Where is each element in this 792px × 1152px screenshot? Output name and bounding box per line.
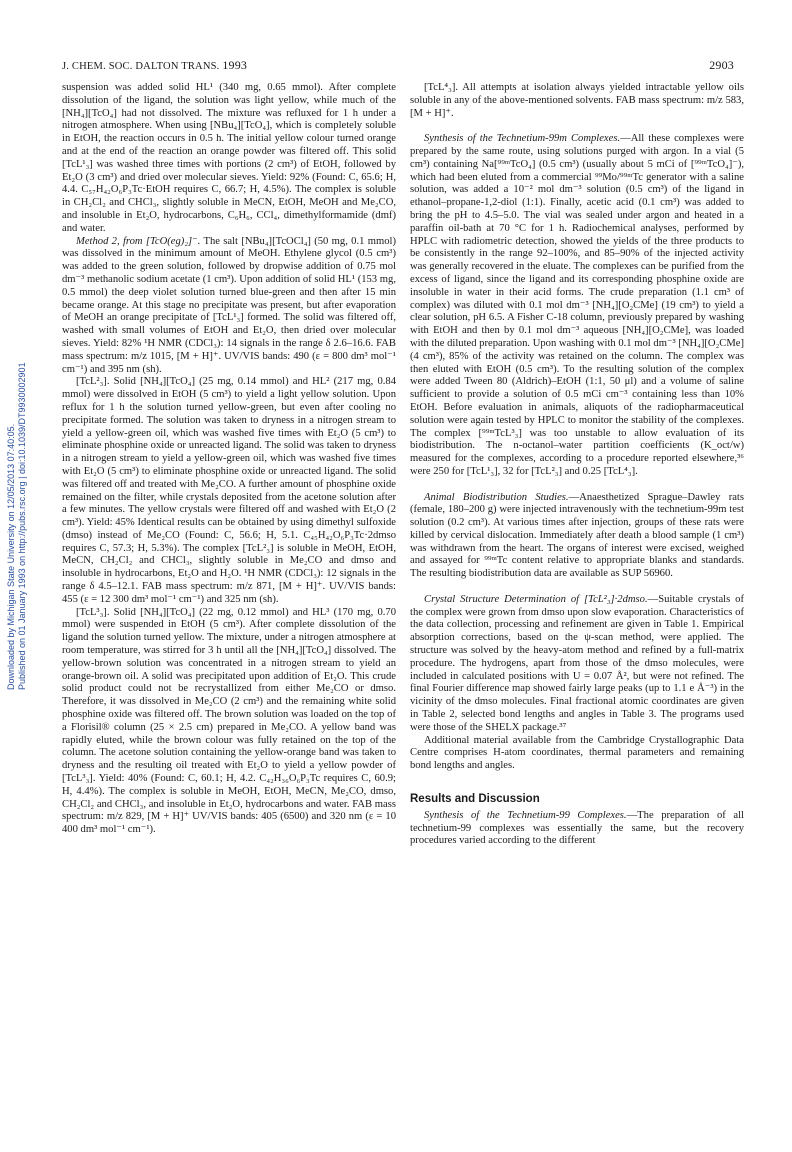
paragraph-text: —All these complexes were prepared by the same route, using solutions purged with argon. In a vial (5 cm³) containing Na[⁹⁹ᵐTcO₄] (0.5 cm³) (usually about 5 mCi of [⁹⁹ᵐTcO₄]⁻), which had been eluted from a commercial ⁹⁹Mo/⁹⁹ᵐTc generator with a saline solution, was added a 10⁻² mol dm⁻³ solution (0.5 cm³) of the ligand in ethanol–propane-1,2-diol (1:1). Finally, acetic acid (0.1 cm³) was added to bring the pH to 4.5–5.0. The vial was sealed under argon and heated in a paraffin oil-bath at 70 °C for 1 h. Radiochemical analyses, performed by HPLC with radiometric detection, showed the yields of the three products to be consistently in the range 92–100%, and 85–90% of the injected activity was generally recovered in the eluate. The complexes can be purified from the excess of ligand, since the ligand and its corresponding phosphine oxide are insoluble in water in their acid forms. The crude preparation (1.1 cm³ of complex) was diluted with 0.1 mol dm⁻³ [NH₄][O₂CMe] (19 cm³) to yield a clear solution, pH 6.5. A Fisher C-18 column, previously prepared by washing with EtOH and then by 0.1 mol dm⁻³ aqueous [NH₄][O₂CMe], was loaded with the diluted preparation. Upon washing with 0.1 mol dm⁻³ [NH₄][O₂CMe] (4 cm³), 85% of the activity was retained on the column. The complex was then eluted with EtOH (0.5 cm³). To the resulting solution of the complex were added Tween 80 (Aldrich)–EtOH (1:1, 50 μl) and a volume of saline sufficient to provide a solution of 0.5 mCi cm⁻³ containing less than 10% EtOH. Before evaluation in animals, aliquots of the radiopharmaceutical solution were again tested by HPLC to monitor the stability of the complexes. The complex [⁹⁹ᵐTcL³₃] was too unstable to allow evaluation of its biodistribution. The n-octanol–water partition coefficients (K_oct/w) measured for the complexes, according to a procedure reported elsewhere,³⁶ were 250 for [TcL¹₃], 32 for [TcL²₃] and 0.25 [TcL⁴₃]. bbox=[410, 133, 744, 477]
paragraph-text: —Anaesthetized Sprague–Dawley rats (female, 180–200 g) were injected intravenously with the technetium-99m test solution (0.2 cm³). At various times after injection, groups of these rats were killed by cervical dislocation. Immediately after death a blood sample (1 cm³) was withdrawn from the heart. The organs of interest were excised, weighed and assayed for ⁹⁹ᵐTc content relative to appropriate blanks and standards. The resulting biodistribution data are available as SUP 56960. bbox=[410, 491, 744, 580]
results-heading: Results and Discussion bbox=[410, 793, 540, 806]
download-sidebar bbox=[0, 250, 30, 690]
section-heading-crystal: Crystal Structure Determination of [TcL²₃]·2dmso. bbox=[424, 593, 648, 605]
paragraph bbox=[410, 133, 744, 479]
paragraph bbox=[62, 236, 396, 377]
paragraph bbox=[410, 594, 744, 735]
journal-name: J. CHEM. SOC. DALTON TRANS. bbox=[62, 61, 220, 72]
paragraph: suspension was added solid HL¹ (340 mg, 0.65 mmol). After complete dissolution of the ligand, the solution was light yellow, while much of the [NH₄][TcO₄] had not dissolved. The mixture was refluxed for 1 h under a nitrogen atmosphere. When using [NBu₄][TcO₄], which is completely soluble in EtOH, the reaction occurs in 0.5 h. The initial yellow colour turned orange and at the end of the reaction an orange powder was filtered off. This solid [TcL¹₃] was washed three times with portions (2 cm³) of EtOH, followed by Et₂O (3 cm³) and dried over molecular sieves. Yield: 92% (Found: C, 65.6; H, 4.4. C₅₇H₄₂O₆P₃Tc·EtOH requires C, 66.7; H, 4.5%). The complex is soluble in CH₂Cl₂ and CHCl₃, slightly soluble in MeCN, EtOH, MeOH and Me₂CO, and insoluble in Et₂O, hydrocarbons, C₆H₆, CCl₄, dimethylformamide (dmf) and water. bbox=[62, 82, 396, 234]
paragraph: [TcL⁴₃]. All attempts at isolation always yielded intractable yellow oils soluble in any of the above-mentioned solvents. FAB mass spectrum: m/z 583, [M + H]⁺. bbox=[410, 82, 744, 119]
paragraph bbox=[410, 810, 744, 848]
paragraph: [TcL²₃]. Solid [NH₄][TcO₄] (25 mg, 0.14 mmol) and HL² (217 mg, 0.84 mmol) were dissolved in EtOH (5 cm³) to yield a light yellow solution. Upon reflux for 1 h the solution turned yellow-green, but even after cooling no precipitate formed. The solution was taken to dryness in a nitrogen stream to yield a yellow-green oil, which was washed five times with Et₂O (5 cm³) to eliminate phosphine oxide or unreacted ligand. The solid was taken to dryness in a nitrogen stream to yield a yellow-green oil, which was washed five times with Et₂O (5 cm³) to eliminate phosphine oxide or unreacted ligand. The solid was filtered off and treated with Me₂CO. A further amount of phosphine oxide remained on the filter, while crystals deposited from the acetone solution after a few minutes. The yellow crystals were filtered off and washed with Et₂O (2 cm³). Yield: 45% Identical results can be obtained by using dimethyl sulfoxide (dmso) instead of Me₂CO (Found: C, 56.6; H, 5.1. C₄₅H₄₂O₆P₃Tc·2dmso requires C, 57.3; H, 5.3%). The complex [TcL²₃] is soluble in MeOH, EtOH, MeCN, CH₂Cl₂ and CHCl₃, slightly soluble in Me₂CO and dmso and insoluble in hydrocarbons, Et₂O and H₂O. ¹H NMR (CDCl₃): 12 signals in the range δ 4.5–12.1. FAB mass spectrum: m/z 871, [M + H]⁺. UV/VIS bands: 455 (ε = 12 300 dm³ mol⁻¹ cm⁻¹) and 325 nm (sh). bbox=[62, 376, 396, 605]
journal-year: 1993 bbox=[222, 58, 248, 72]
section-heading-tc99m: Synthesis of the Technetium-99m Complexes. bbox=[424, 133, 621, 145]
paragraph-text: —Suitable crystals of the complex were grown from dmso upon slow evaporation. Characteristics of the data collection, processing and refinement are given in Table 1. Empirical absorption corrections, based on the ψ-scan method, were applied. The structure was solved by the heavy-atom method and refined by a full-matrix procedure. The hydrogens, apart from those of the dmso molecules, were included in calculated positions with U = 0.07 Å², but were not refined. The final Fourier difference map showed fairly large peaks (up to 1.1 e Å⁻³) in the vicinity of the dmso molecules. Final fractional atomic coordinates are given in Table 2, selected bond lengths and angles in Table 3. The programs used were those of the SHELX package.³⁷ bbox=[410, 593, 744, 733]
download-note[interactable]: Downloaded by Michigan State University on 12/05/2013 07:40:05. bbox=[6, 423, 16, 690]
paragraph-text: —The preparation of all technetium-99 complexes was essentially the same, but the recovery procedures varied according to the different bbox=[410, 809, 744, 847]
paragraph: Additional material available from the Cambridge Crystallographic Data Centre comprises H-atom coordinates, thermal parameters and remaining bond lengths and angles. bbox=[410, 734, 744, 772]
section-heading-biodistribution: Animal Biodistribution Studies. bbox=[424, 491, 569, 503]
page-number: 2903 bbox=[709, 58, 734, 72]
method-2-heading: Method 2, from [TcO(eg)₂]⁻. bbox=[76, 235, 201, 247]
paragraph bbox=[410, 492, 744, 582]
paragraph: [TcL³₃]. Solid [NH₄][TcO₄] (22 mg, 0.12 mmol) and HL³ (170 mg, 0.70 mmol) were suspended in EtOH (5 cm³). After complete dissolution of the ligand the solution turned yellow. The mixture, under a nitrogen atmosphere at room temperature, was stirred for 3 h until all the [NH₄][TcO₄] dissolved. The yellow-brown solution was concentrated in a nitrogen stream to yield an orange-brown oil. A solid was precipitated upon addition of Et₂O. This crude solid product could not be recrystallized from either Me₂CO or dmso. Therefore, it was dissolved in Me₂CO (2 cm³) and the remaining white solid phosphine oxide was filtered off. The brown solution was loaded on the top of a Florisil® column (25 × 2.5 cm) prepared in Me₂CO. A yellow band was rapidly eluted, while the brown colour was fully retained on the top of the column. The acetone solution containing the yellow-orange band was taken to dryness and the resulting oil treated with Et₂O to yield a yellow powder of [TcL³₃]. Yield: 40% (Found: C, 60.1; H, 4.2. C₄₂H₃₆O₆P₃Tc requires C, 60.9; H, 4.4%). The complex is soluble in MeOH, EtOH, MeCN, Me₂CO, dmso, CH₂Cl₂ and CHCl₃, and insoluble in Et₂O, hydrocarbons and water. FAB mass spectrum: m/z 829, [M + H]⁺ UV/VIS bands: 405 (6500) and 320 nm (ε = 10 400 dm³ mol⁻¹ cm⁻¹). bbox=[62, 606, 396, 836]
section-heading-tc99: Synthesis of the Technetium-99 Complexes. bbox=[424, 809, 627, 821]
right-column bbox=[410, 82, 744, 848]
left-column bbox=[62, 82, 396, 837]
publish-note[interactable]: Published on 01 January 1993 on http://pubs.rsc.org | doi:10.1039/DT9930002901 bbox=[17, 362, 27, 690]
journal-header bbox=[62, 58, 247, 73]
paragraph-text: The salt [NBu₄][TcOCl₄] (50 mg, 0.1 mmol) was dissolved in the minimum amount of MeOH. Ethylene glycol (0.5 cm³) was added to the green solution, followed by dropwise addition of 0.75 mol dm⁻³ methanolic sodium acetate (1 cm³). Upon addition of solid HL¹ (153 mg, 0.5 mmol) the deep violet solution turned blue-green and then after 15 min became orange. At this stage no precipitate was present, but after evaporation of MeOH an orange precipitate of [TcL¹₃] formed. The solid was filtered off, washed with small volumes of EtOH and Et₂O, then dried over molecular sieves. Yield: 82% ¹H NMR (CDCl₃): 14 signals in the range δ 2.6–16.6. FAB mass spectrum: m/z 1015, [M + H]⁺. UV/VIS bands: 490 (ε = 800 dm³ mol⁻¹ cm⁻¹) and 395 nm (sh). bbox=[62, 235, 396, 375]
